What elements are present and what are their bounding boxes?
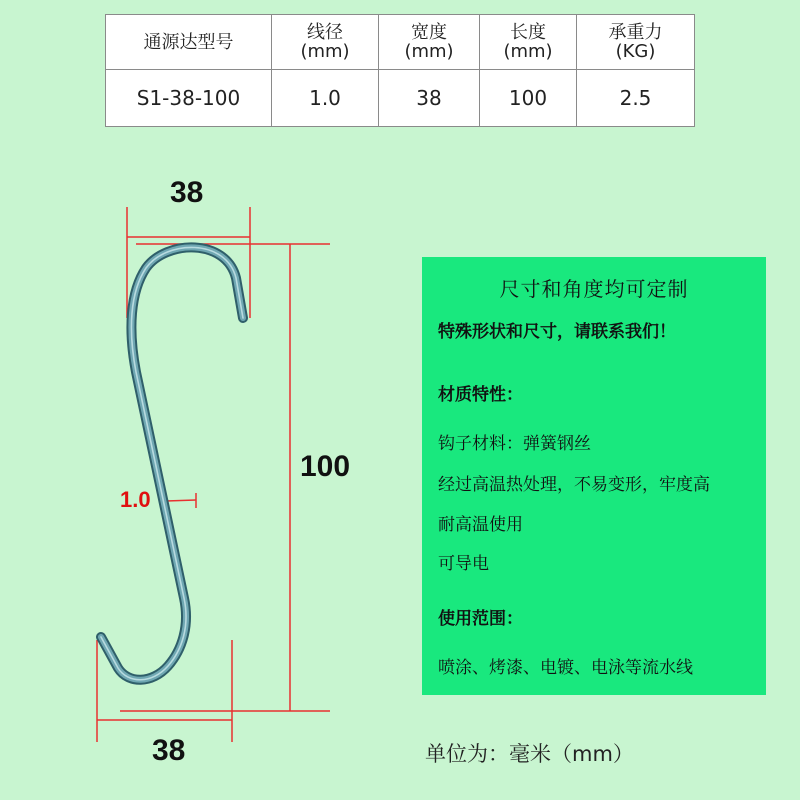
material-line-2: 经过高温热处理，不易变形，牢度高: [438, 475, 710, 495]
usage-heading: 使用范围：: [438, 609, 523, 629]
dim-width-top-label: 38: [170, 176, 204, 209]
info-box: [422, 257, 766, 695]
material-heading: 材质特性：: [438, 385, 523, 405]
unit-note: 单位为：毫米（mm）: [425, 742, 634, 766]
material-line-4: 可导电: [438, 554, 489, 574]
s-hook: [101, 247, 243, 679]
info-title: 尺寸和角度均可定制: [499, 277, 689, 301]
dim-width-bottom-label: 38: [152, 734, 186, 767]
dim-length-label: 100: [300, 450, 351, 483]
header-length: 长度 (mm): [480, 15, 577, 70]
dim-wire-diameter-label: 1.0: [120, 487, 151, 512]
cell-load-capacity: 2.5: [577, 70, 695, 127]
cell-length: 100: [480, 70, 577, 127]
custom-contact-text: 特殊形状和尺寸，请联系我们！: [438, 322, 676, 342]
header-wire-diameter: 线径 (mm): [272, 15, 379, 70]
header-model: 通源达型号: [106, 15, 272, 70]
cell-width: 38: [379, 70, 480, 127]
dim-wire-line: [166, 500, 196, 501]
header-load-capacity: 承重力 (KG): [577, 15, 695, 70]
header-width: 宽度 (mm): [379, 15, 480, 70]
cell-model: S1-38-100: [106, 70, 272, 127]
material-line-3: 耐高温使用: [438, 515, 523, 535]
material-line-1: 钩子材料：弹簧钢丝: [438, 434, 591, 454]
cell-wire-diameter: 1.0: [272, 70, 379, 127]
usage-text: 喷涂、烤漆、电镀、电泳等流水线: [438, 658, 693, 678]
